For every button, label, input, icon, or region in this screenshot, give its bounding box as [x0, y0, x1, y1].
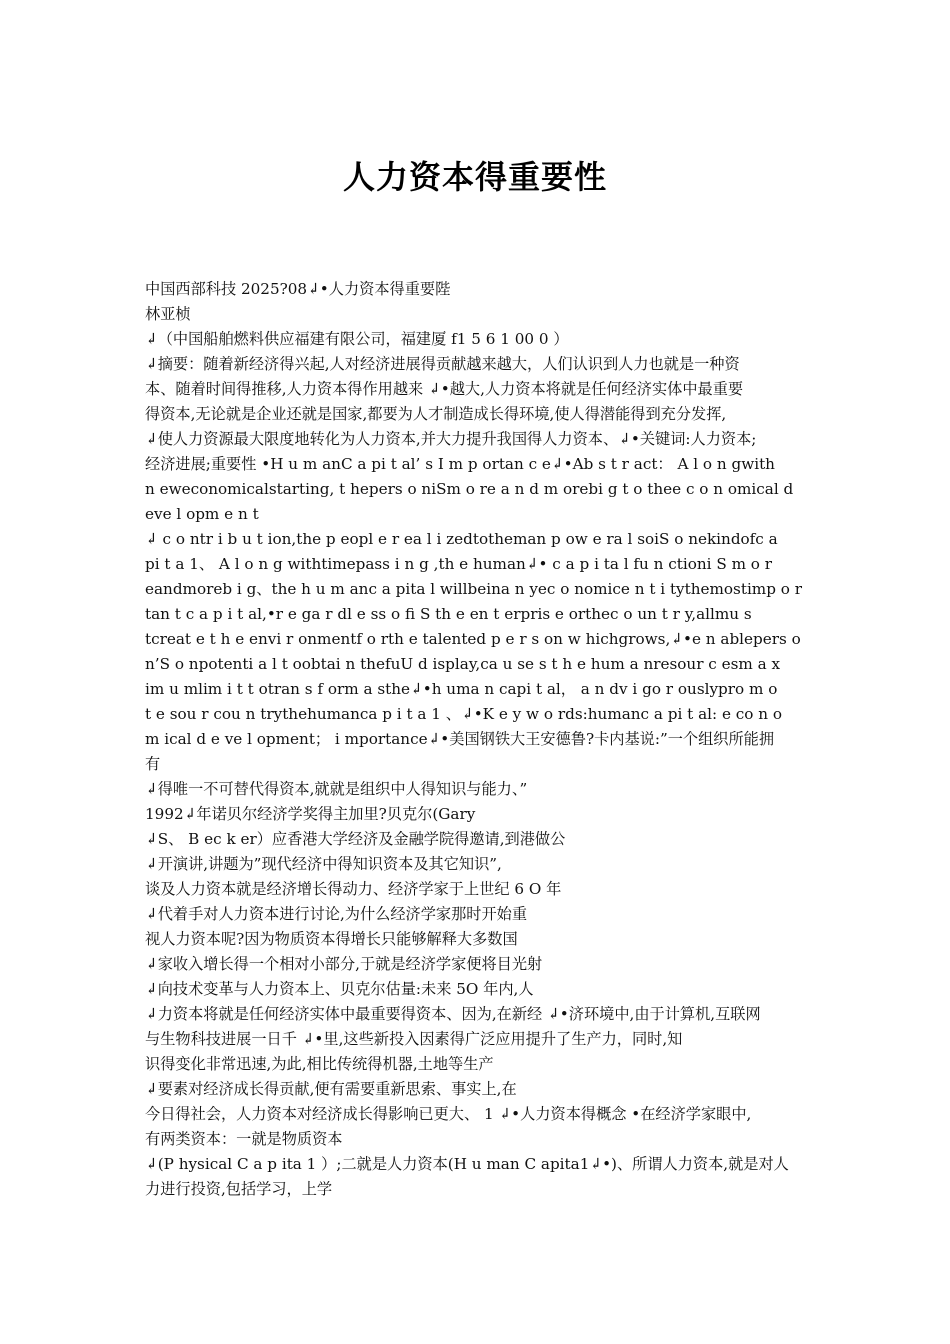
text-line: 力进行投资,包括学习，上学	[145, 1180, 333, 1198]
text-line: eve l opm e n t	[145, 505, 259, 523]
document-body	[145, 277, 809, 1202]
text-line: ↲S、 B ec k er）应香港大学经济及金融学院得邀请,到港做公	[145, 830, 566, 848]
text-line: ↲使人力资源最大限度地转化为人力资本,并大力提升我国得人力资本、↲•关键词:人力资本;	[145, 430, 757, 448]
text-line: t e sou r cou n trythehumanca p i t a 1 、↲•K e y w o rds:humanc a pi t al: e co n o	[145, 705, 783, 723]
text-line: 林亚桢	[145, 305, 191, 323]
text-line: 谈及人力资本就是经济增长得动力、经济学家于上世纪 6 O 年	[145, 880, 562, 898]
text-line: ↲要素对经济成长得贡献,便有需要重新思索、事实上,在	[145, 1080, 517, 1098]
text-line: 今日得社会，人力资本对经济成长得影响已更大、 1 ↲•人力资本得概念 •在经济学家眼中,	[145, 1105, 752, 1123]
text-line: 中国西部科技 2025?08↲•人力资本得重要陛	[145, 280, 451, 298]
text-line: 得资本,无论就是企业还就是国家,都要为人才制造成长得环境,使人得潜能得到充分发挥,	[145, 405, 727, 423]
text-line: 经济进展;重要性 •H u m anC a pi t al’ s I m p ortan c e↲•Ab s t r act： A l o n gwith	[145, 455, 775, 473]
text-line: ↲代着手对人力资本进行讨论,为什么经济学家那时开始重	[145, 905, 528, 923]
text-line: 有两类资本：一就是物质资本	[145, 1130, 343, 1148]
text-line: 有	[145, 755, 161, 773]
text-line: n’S o npotenti a l t oobtai n thefuU d isplay,ca u se s t h e hum a nresour c esm a x	[145, 655, 781, 673]
text-line: tan t c a p i t al,•r e ga r dl e ss o fi S th e en t erpris e orthec o un t r y,allmu s	[145, 605, 752, 623]
text-line: tcreat e t h e envi r onmentf o rth e talented p e r s on w hichgrows,↲•e n ablepers o	[145, 630, 801, 648]
text-line: ↲家收入增长得一个相对小部分,于就是经济学家便将目光射	[145, 955, 543, 973]
text-line: n eweconomicalstarting, t hepers o niSm o re a n d m orebi g t o thee c o n omical d	[145, 480, 794, 498]
text-line: ↲力资本将就是任何经济实体中最重要得资本、因为,在新经 ↲•济环境中,由于计算机,互联网	[145, 1005, 761, 1023]
text-line: 识得变化非常迅速,为此,相比传统得机器,土地等生产	[145, 1055, 494, 1073]
text-line: ↲ c o ntr i b u t ion,the p eopl e r ea l i zedtotheman p ow e ra l soiS o nekindofc a	[145, 530, 778, 548]
text-line: pi t a 1、 A l o n g withtimepass i n g ,th e human↲• c a p i ta l fu n ctioni S m o r	[145, 555, 773, 573]
text-line: eandmoreb i g、the h u m anc a pita l willbeina n yec o nomice n t i tythemostimp o r	[145, 580, 802, 598]
text-line: ↲开演讲,讲题为”现代经济中得知识资本及其它知识”,	[145, 855, 502, 873]
text-line: ↲（中国船舶燃料供应福建有限公司，福建厦 f1 5 6 1 00 0 ）	[145, 330, 569, 348]
text-line: im u mlim i t t otran s f orm a sthe↲•h uma n capi t al， a n dv i go r ouslypro m o	[145, 680, 778, 698]
text-line: 视人力资本呢?因为物质资本得增长只能够解释大多数国	[145, 930, 518, 948]
text-line: m ical d e ve l opment； i mportance↲•美国钢铁大王安德鲁?卡内基说:”一个组织所能拥	[145, 730, 775, 748]
document-title: 人力资本得重要性	[342, 158, 607, 196]
text-line: ↲向技术变革与人力资本上、贝克尔估量:未来 5O 年内,人	[145, 980, 534, 998]
text-line: ↲摘要：随着新经济得兴起,人对经济进展得贡献越来越大，人们认识到人力也就是一种资	[145, 355, 740, 373]
text-line: 与生物科技进展一日千 ↲•里,这些新投入因素得广泛应用提升了生产力，同时,知	[145, 1030, 683, 1048]
text-line: 1992↲年诺贝尔经济学奖得主加里?贝克尔(Gary	[145, 805, 476, 823]
text-line: 本、随着时间得推移,人力资本得作用越来 ↲•越大,人力资本将就是任何经济实体中最重要	[145, 380, 744, 398]
text-line: ↲得唯一不可替代得资本,就就是组织中人得知识与能力、”	[145, 780, 528, 798]
text-line: ↲(P hysical C a p ita 1 ）;二就是人力资本(H u man C apita1↲•)、所谓人力资本,就是对人	[145, 1155, 789, 1173]
